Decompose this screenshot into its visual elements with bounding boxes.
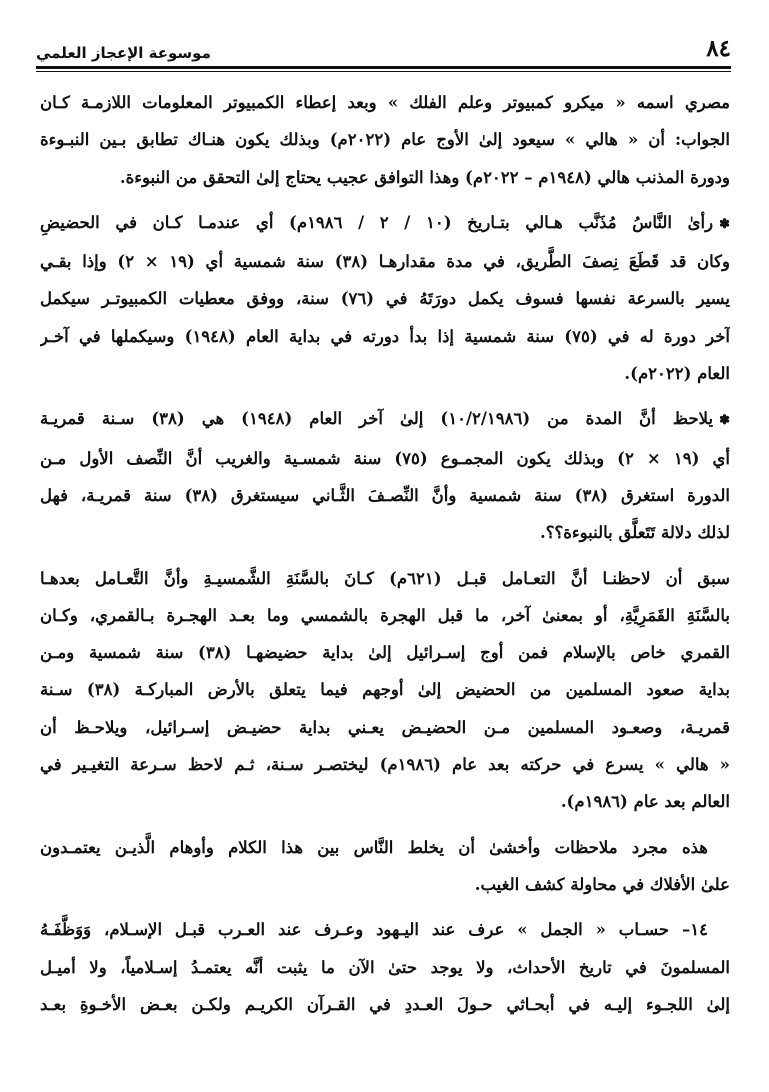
text-line: [40, 204, 730, 243]
text-line: إلىٰ اللجـوء إليـه في أبحـاثي حـولَ العـددِ في القـرآن الكريـم ولكـن بعـض الأخـوةِ بعـد: [40, 994, 730, 1014]
paragraph: [40, 204, 730, 392]
text-line: الجواب: أن « هالي » سيعود إلىٰ الأوج عام (٢٠٢٢م) وبذلك يكون هنـاك تطابق بـين النبـوءة: [40, 130, 730, 150]
text-line: ودورة المذنب هالي (١٩٤٨م – ٢٠٢٢م) وهذا التوافق عجيب يحتاج إلىٰ التحقق من النبوءة.: [119, 167, 730, 187]
text-line: وكان قد قَطَعَ نِصفَ الطَّريق، في مدة مقدارهـا (٣٨) سنة شمسية أي (١٩ × ٢) وإذا بقـي: [40, 252, 730, 272]
flower-bullet-icon: ✽: [719, 216, 730, 232]
paragraph: [40, 911, 730, 1023]
running-title: موسوعة الإعجاز العلمي: [36, 44, 211, 62]
flower-bullet-icon: ✽: [719, 413, 730, 429]
text-line: بالسَّنَةِ القَمَرِيَّةِ، أو بمعنىٰ آخر، ما قبل الهجرة بالشمسي وما بعـد الهجـرة بـالقمري، وكـان: [40, 605, 730, 625]
paragraph: [40, 829, 730, 904]
text-line: قمريـة، وصعـود المسلمين مـن الحضيـض يعـني بداية حضيـض إسـرائيل، ويلاحـظ أن: [40, 717, 730, 737]
text-line: مصري اسمه « ميكرو كمبيوتر وعلم الفلك » وبعد إعطاء الكمبيوتر المعلومات اللازمـة كـان: [40, 93, 730, 112]
text-line: العام (٢٠٢٢م).: [624, 364, 730, 384]
text-line: بداية صعود المسلمين من الحضيض إلىٰ أوجهم فيما يتعلق بالأرض المباركـة (٣٨) سـنة: [40, 680, 730, 700]
text-line: ١٤– حسـاب « الجمل » عرف عند اليـهود وعـرف عند العـرب قبـل الإسـلام، وَوَظَّفَـهُ: [40, 920, 708, 940]
header-rule-thick: [36, 66, 731, 69]
paragraph: [40, 560, 730, 821]
text-line: [40, 400, 730, 439]
text-line: آخر دورة له في (٧٥) سنة شمسية إذا بدأ دورته في بداية العام (١٩٤٨) وسيكملها في آخـر: [40, 326, 730, 346]
text-line: المسلمونَ في تاريخ الأحداث، ولا يوجد حتىٰ الآن ما يثبت أنَّه يعتمـدُ إسـلامياً، ولا أميـل: [40, 957, 730, 977]
text-line: أي (١٩ × ٢) وبذلك يكون المجمـوع (٧٥) سنة شمسـية والغريب أنَّ النِّصف الأول مـن: [40, 448, 730, 468]
text-line: الدورة استغرق (٣٨) سنة شمسية وأنَّ النِّصـفَ الثَّـاني سيستغرق (٣٨) سنة قمريـة، فهل: [40, 485, 730, 505]
text-line: هذه مجرد ملاحظات وأخشىٰ أن يخلط النَّاس بين هذا الكلام وأوهام الَّذيـن يعتمـدون: [40, 837, 708, 857]
text-line: يسير بالسرعة نفسها فسوف يكمل دورَتَهُ في (٧٦) سنة، ووفق معطيات الكمبيوتـر سيكمل: [40, 289, 730, 309]
text-line: القمري خاص بالإسلام فمن أوج إسـرائيل إلىٰ بداية حضيضهـا (٣٨) سنة شمسية ومـن: [40, 643, 730, 663]
text-line: العالم بعد عام (١٩٨٦م).: [560, 792, 730, 812]
text-line: سبق أن لاحظنـا أنَّ التعـامل قبـل (٦٢١م) كـانَ بالسَّنَةِ الشَّمسيـةِ وأنَّ التَّعـامل بعدهـا: [40, 568, 730, 588]
text-line-content: يلاحظ أنَّ المدة من (١٠/٢/١٩٨٦) إلىٰ آخر العام (١٩٤٨) هي (٣٨) سـنة قمريـة: [40, 409, 714, 429]
text-line: لذلك دلالة تَتَعلَّق بالنبوءة؟؟.: [539, 523, 730, 543]
header-rule-thin: [36, 71, 731, 72]
text-line-content: رأىٰ النَّاسُ مُذَنَّب هـالي بتـاريخ (١٠ / ٢ / ١٩٨٦م) أي عندمـا كـان في الحضيضِ: [40, 212, 714, 232]
page-header: [36, 34, 731, 62]
text-line: « هالي » يسرع في حركته بعد عام (١٩٨٦م) ليختصـر سـنة، ثـم لاحظ سـرعة التغيـير في: [40, 755, 730, 775]
text-line: علىٰ الأفلاك في محاولة كشف الغيب.: [474, 874, 730, 894]
page-body: [40, 84, 730, 1023]
page-number: ٨٤: [706, 35, 731, 62]
paragraph: [40, 84, 730, 196]
paragraph: [40, 400, 730, 551]
